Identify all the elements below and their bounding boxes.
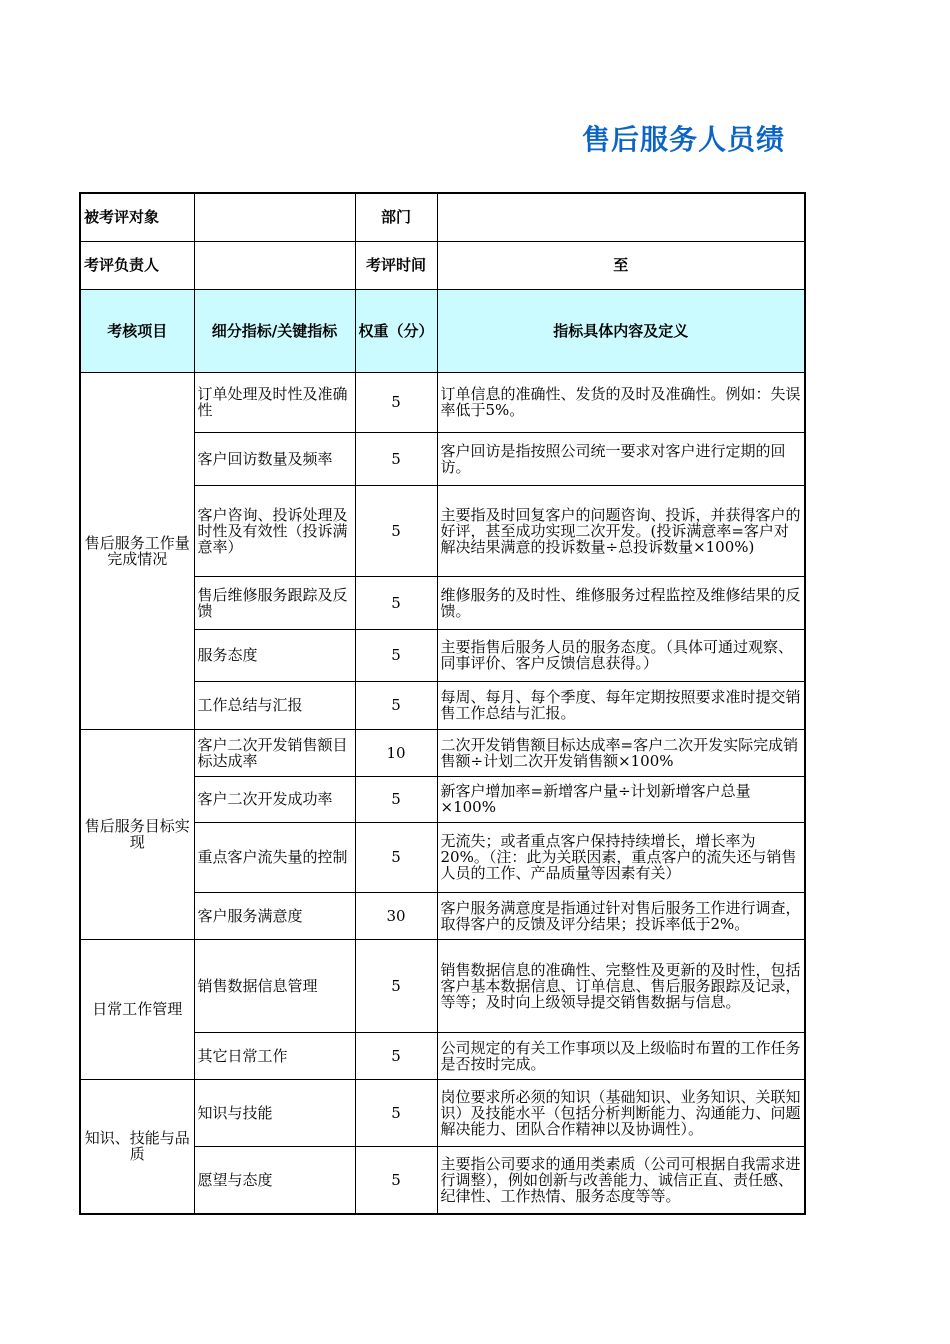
category-cell: 日常工作管理 [80, 939, 194, 1079]
weight-cell: 5 [355, 1146, 437, 1214]
definition-cell: 销售数据信息的准确性、完整性及更新的及时性，包括客户基本数据信息、订单信息、售后服务跟踪及记录，等等；及时向上级领导提交销售数据与信息。 [437, 939, 805, 1032]
weight-cell: 5 [355, 822, 437, 892]
dept-value-cell[interactable] [437, 193, 805, 241]
dept-label: 部门 [355, 193, 437, 241]
weight-cell: 5 [355, 432, 437, 485]
header-definition: 指标具体内容及定义 [437, 289, 805, 372]
definition-cell: 客户服务满意度是指通过针对售后服务工作进行调查，取得客户的反馈及评分结果；投诉率低于2%。 [437, 892, 805, 939]
category-cell: 售后服务工作量完成情况 [80, 372, 194, 729]
sub-indicator-cell: 愿望与态度 [194, 1146, 355, 1214]
header-item: 考核项目 [80, 289, 194, 372]
header-weight: 权重（分） [355, 289, 437, 372]
definition-cell: 客户回访是指按照公司统一要求对客户进行定期的回访。 [437, 432, 805, 485]
weight-cell: 10 [355, 729, 437, 776]
definition-cell: 二次开发销售额目标达成率=客户二次开发实际完成销售额÷计划二次开发销售额×100% [437, 729, 805, 776]
definition-cell: 公司规定的有关工作事项以及上级临时布置的工作任务是否按时完成。 [437, 1032, 805, 1079]
sub-indicator-cell: 客户二次开发成功率 [194, 776, 355, 822]
definition-cell: 订单信息的准确性、发货的及时及准确性。例如：失误率低于5%。 [437, 372, 805, 432]
definition-cell: 无流失；或者重点客户保持持续增长，增长率为20%。（注：此为关联因素，重点客户的流失还与销售人员的工作、产品质量等因素有关） [437, 822, 805, 892]
object-value-cell[interactable] [194, 193, 355, 241]
category-cell: 售后服务目标实现 [80, 729, 194, 939]
header-row [80, 289, 805, 372]
weight-cell: 5 [355, 939, 437, 1032]
weight-cell: 5 [355, 776, 437, 822]
sub-indicator-cell: 售后维修服务跟踪及反馈 [194, 576, 355, 629]
sub-indicator-cell: 工作总结与汇报 [194, 681, 355, 729]
info-row-owner [80, 241, 805, 289]
owner-value-cell[interactable] [194, 241, 355, 289]
weight-cell: 5 [355, 1032, 437, 1079]
sub-indicator-cell: 客户二次开发销售额目标达成率 [194, 729, 355, 776]
weight-cell: 5 [355, 576, 437, 629]
evaluation-table [79, 192, 806, 1215]
weight-cell: 5 [355, 1079, 437, 1146]
object-label: 被考评对象 [80, 193, 194, 241]
weight-cell: 5 [355, 372, 437, 432]
definition-cell: 主要指公司要求的通用类素质（公司可根据自我需求进行调整），例如创新与改善能力、诚信正直、责任感、纪律性、工作热情、服务态度等等。 [437, 1146, 805, 1214]
weight-cell: 5 [355, 629, 437, 681]
table-row [80, 939, 805, 1032]
header-sub: 细分指标/关键指标 [194, 289, 355, 372]
sub-indicator-cell: 销售数据信息管理 [194, 939, 355, 1032]
sub-indicator-cell: 服务态度 [194, 629, 355, 681]
page-title: 售后服务人员绩 [582, 123, 786, 156]
time-label: 考评时间 [355, 241, 437, 289]
definition-cell: 主要指售后服务人员的服务态度。（具体可通过观察、同事评价、客户反馈信息获得。） [437, 629, 805, 681]
sub-indicator-cell: 其它日常工作 [194, 1032, 355, 1079]
definition-cell: 主要指及时回复客户的问题咨询、投诉，并获得客户的好评，甚至成功实现二次开发。(投诉满意率=客户对解决结果满意的投诉数量÷总投诉数量×100%) [437, 485, 805, 576]
sub-indicator-cell: 订单处理及时性及准确性 [194, 372, 355, 432]
sub-indicator-cell: 客户服务满意度 [194, 892, 355, 939]
category-cell: 知识、技能与品质 [80, 1079, 194, 1214]
table-row [80, 729, 805, 776]
definition-cell: 每周、每月、每个季度、每年定期按照要求准时提交销售工作总结与汇报。 [437, 681, 805, 729]
time-value-cell[interactable]: 至 [437, 241, 805, 289]
table-row [80, 372, 805, 432]
weight-cell: 30 [355, 892, 437, 939]
sub-indicator-cell: 知识与技能 [194, 1079, 355, 1146]
definition-cell: 维修服务的及时性、维修服务过程监控及维修结果的反馈。 [437, 576, 805, 629]
weight-cell: 5 [355, 681, 437, 729]
sub-indicator-cell: 客户咨询、投诉处理及时性及有效性（投诉满意率） [194, 485, 355, 576]
sub-indicator-cell: 客户回访数量及频率 [194, 432, 355, 485]
weight-cell: 5 [355, 485, 437, 576]
sub-indicator-cell: 重点客户流失量的控制 [194, 822, 355, 892]
info-row-object [80, 193, 805, 241]
definition-cell: 新客户增加率=新增客户量÷计划新增客户总量×100% [437, 776, 805, 822]
table-row [80, 1079, 805, 1146]
owner-label: 考评负责人 [80, 241, 194, 289]
definition-cell: 岗位要求所必须的知识（基础知识、业务知识、关联知识）及技能水平（包括分析判断能力、沟通能力、问题解决能力、团队合作精神以及协调性）。 [437, 1079, 805, 1146]
